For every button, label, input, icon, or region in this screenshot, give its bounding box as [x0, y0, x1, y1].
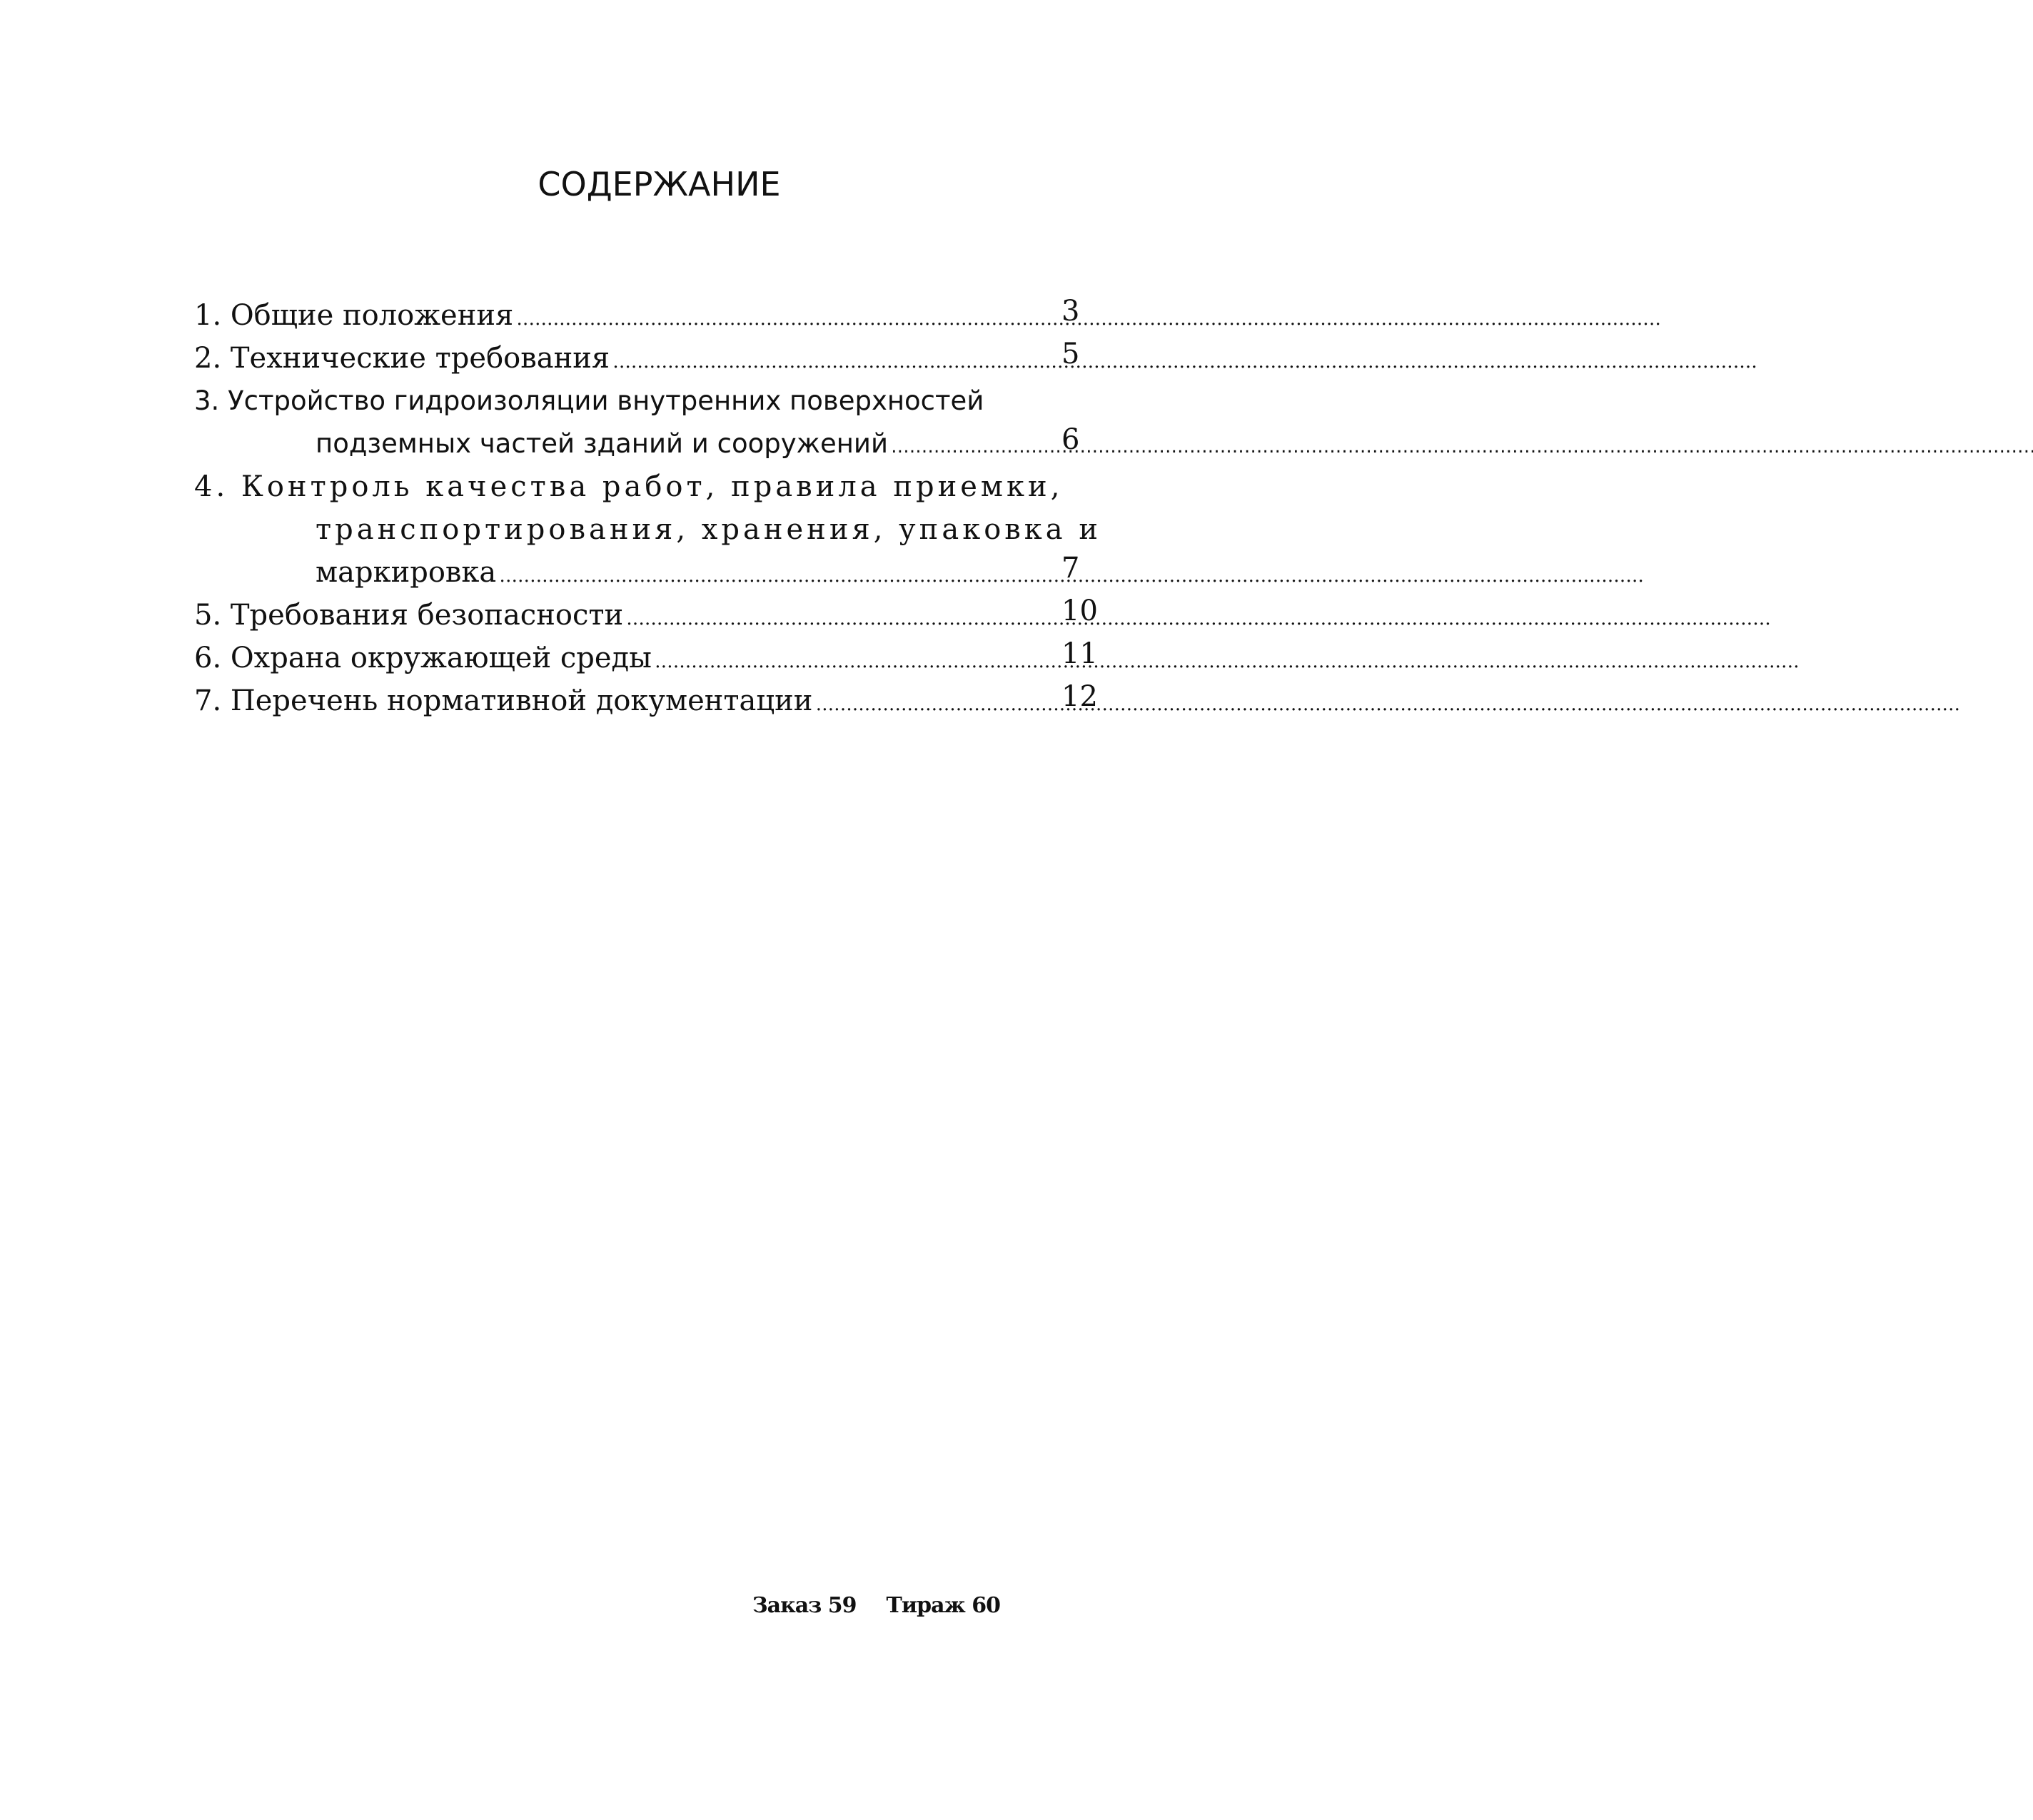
print-info-footer [752, 1593, 1000, 1618]
order-number: Заказ 59 [752, 1593, 857, 1618]
table-of-contents [194, 294, 1122, 722]
print-run: Тираж 60 [886, 1593, 1000, 1618]
toc-item-2 [194, 337, 1122, 380]
page-title: СОДЕРЖАНИЕ [538, 165, 781, 203]
toc-item-label: 4. Контроль качества работ, правила приемки, [194, 470, 1064, 503]
toc-page-number: 12 [1061, 680, 1098, 713]
toc-item-label: 3. Устройство гидроизоляции внутренних поверхностей [194, 385, 984, 416]
toc-item-label: 1. Общие положения . . . [194, 294, 1008, 340]
toc-page-number: 3 [1061, 295, 1080, 328]
toc-item-3 [194, 380, 1122, 465]
toc-item-7 [194, 679, 1122, 722]
toc-item-label: 6. Охрана окружающей среды . . . [194, 637, 1008, 683]
toc-item-label-continuation: транспортирования, хранения, упаковка и [316, 513, 1102, 546]
toc-item-label: 5. Требования безопасности . . . [194, 594, 1008, 640]
toc-item-5 [194, 594, 1122, 637]
toc-page-number: 11 [1061, 637, 1098, 670]
toc-page-number: 7 [1061, 552, 1080, 585]
toc-item-4 [194, 465, 1122, 594]
toc-item-1 [194, 294, 1122, 337]
toc-item-6 [194, 637, 1122, 679]
toc-item-label: 7. Перечень нормативной документации . . . [194, 679, 1008, 726]
toc-item-label: 2. Технические требования . . . [194, 337, 1008, 383]
toc-page-number: 10 [1061, 595, 1098, 627]
toc-item-label-continuation: подземных частей зданий и сооружений . . . [316, 423, 1008, 468]
toc-page-number: 5 [1061, 338, 1080, 370]
toc-page-number: 6 [1061, 423, 1080, 456]
toc-item-label-continuation: маркировка . . . [316, 551, 1008, 597]
